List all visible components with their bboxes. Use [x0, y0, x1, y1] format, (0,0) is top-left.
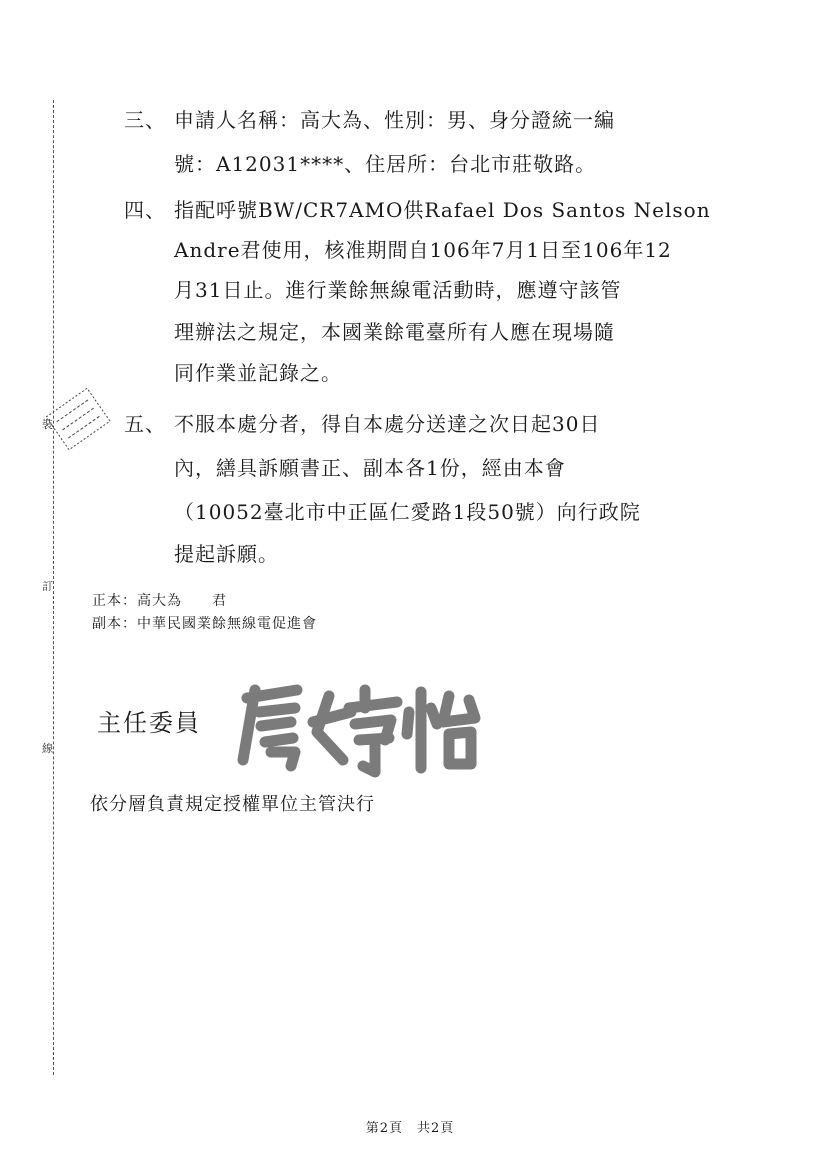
- clause-number: 三、: [124, 108, 166, 132]
- clause-line: 指配呼號BW/CR7AMO供Rafael Dos Santos Nelson: [174, 198, 711, 222]
- clause-line: Andre君使用，核准期間自106年7月1日至106年12: [174, 238, 672, 262]
- page-number: 第2頁: [365, 1121, 403, 1136]
- clause-line: 內，繕具訴願書正、副本各1份，經由本會: [174, 456, 566, 480]
- clause-line: 不服本處分者，得自本處分送達之次日起30日: [174, 412, 601, 436]
- clause-number: 五、: [124, 412, 166, 436]
- clause-line: 理辦法之規定，本國業餘電臺所有人應在現場隨: [174, 320, 615, 344]
- copy-recipient: 副本：中華民國業餘無線電促進會: [92, 616, 317, 632]
- page-footer: [0, 1117, 820, 1136]
- binding-dashed-line: [53, 100, 54, 1075]
- signature-text: 詹婷怡: [225, 653, 274, 672]
- clause-line: 同作業並記錄之。: [174, 361, 342, 385]
- clause-line: （10052臺北市中正區仁愛路1段50號）向行政院: [174, 500, 641, 524]
- clause-line: 提起訴願。: [174, 542, 279, 566]
- original-recipient: 正本：高大為 君: [92, 593, 227, 609]
- binding-mark-middle: 訂: [42, 576, 53, 596]
- binding-mark-bottom: 線: [42, 738, 53, 758]
- signature-image: [225, 653, 485, 778]
- clause-number: 四、: [124, 198, 166, 222]
- signatory-title: 主任委員: [97, 709, 201, 737]
- clause-line: 月31日止。進行業餘無線電活動時，應遵守該管: [174, 278, 622, 302]
- page-total: 共2頁: [417, 1121, 455, 1136]
- delegation-note: 依分層負責規定授權單位主管決行: [90, 794, 375, 815]
- binding-mark-top: 裝: [42, 414, 53, 434]
- clause-line: 申請人名稱：高大為、性別：男、身分證統一編: [174, 108, 615, 132]
- seal-stamp-icon: [40, 380, 115, 462]
- clause-line: 號：A12031****、住居所：台北市莊敬路。: [174, 152, 597, 176]
